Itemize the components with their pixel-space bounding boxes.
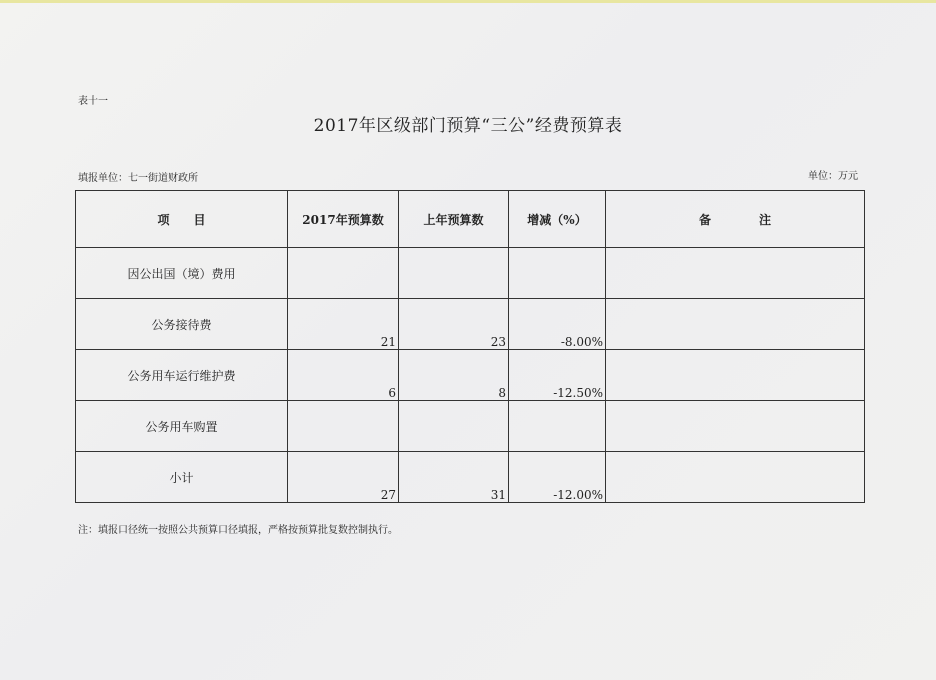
header-remark: 备 注 [606, 191, 865, 248]
row-item: 公务用车购置 [76, 401, 288, 452]
row-change: -12.00% [509, 452, 606, 503]
row-remark [606, 299, 865, 350]
row-change: -12.50% [509, 350, 606, 401]
table-row [76, 350, 865, 401]
row-prev-budget: 8 [399, 350, 509, 401]
row-prev-budget: 31 [399, 452, 509, 503]
table-header-row [76, 191, 865, 248]
row-prev-budget [399, 401, 509, 452]
row-remark [606, 248, 865, 299]
row-remark [606, 452, 865, 503]
table-row-subtotal [76, 452, 865, 503]
form-number: 表十一 [78, 96, 108, 107]
row-item: 因公出国（境）费用 [76, 248, 288, 299]
table-row [76, 248, 865, 299]
reporting-unit: 填报单位：七一街道财政所 [78, 173, 198, 184]
row-prev-budget: 23 [399, 299, 509, 350]
header-change: 增减（%） [509, 191, 606, 248]
header-item: 项 目 [76, 191, 288, 248]
row-change: -8.00% [509, 299, 606, 350]
row-remark [606, 350, 865, 401]
header-budget-2017: 2017年预算数 [288, 191, 399, 248]
row-budget-2017 [288, 401, 399, 452]
row-item: 公务用车运行维护费 [76, 350, 288, 401]
row-item: 小计 [76, 452, 288, 503]
header-prev-budget: 上年预算数 [399, 191, 509, 248]
row-budget-2017: 27 [288, 452, 399, 503]
row-budget-2017: 6 [288, 350, 399, 401]
row-prev-budget [399, 248, 509, 299]
table-row [76, 299, 865, 350]
row-change [509, 248, 606, 299]
unit-label: 单位：万元 [808, 171, 858, 182]
document-title: 2017年区级部门预算“三公”经费预算表 [313, 116, 623, 136]
row-item: 公务接待费 [76, 299, 288, 350]
row-budget-2017: 21 [288, 299, 399, 350]
table-row [76, 401, 865, 452]
row-change [509, 401, 606, 452]
row-remark [606, 401, 865, 452]
budget-table [75, 190, 865, 503]
footnote: 注：填报口径统一按照公共预算口径填报，严格按预算批复数控制执行。 [78, 525, 398, 536]
row-budget-2017 [288, 248, 399, 299]
